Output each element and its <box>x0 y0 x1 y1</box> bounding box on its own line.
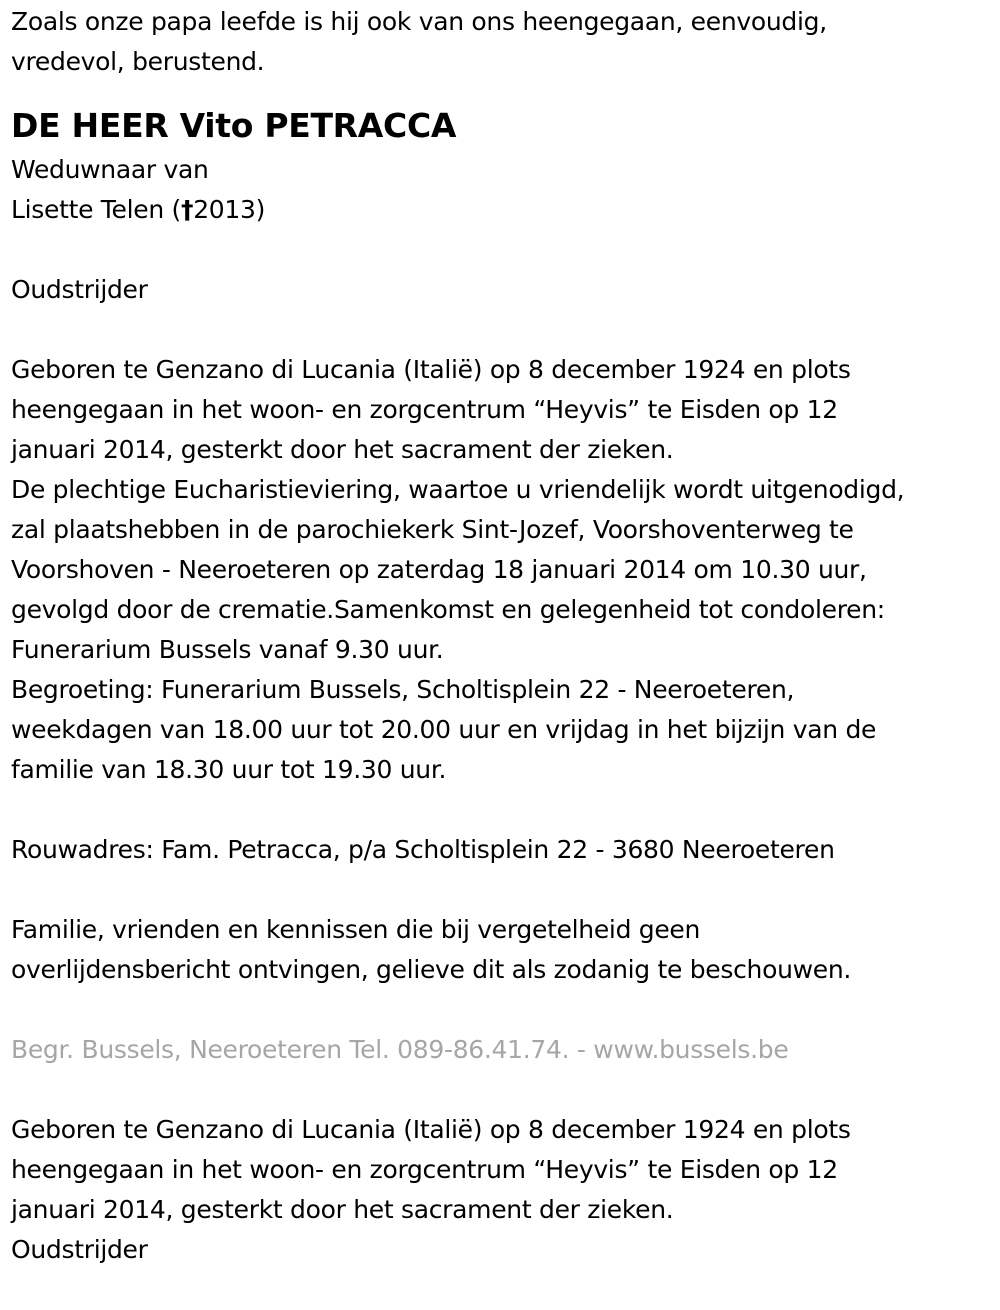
cross-icon: † <box>181 195 194 224</box>
main-text-line: januari 2014, gesterkt door het sacrament der zieken. <box>11 435 674 464</box>
spacer <box>11 790 996 830</box>
notice-line-1: Familie, vrienden en kennissen die bij vergetelheid geen <box>11 915 701 944</box>
deceased-title: Oudstrijder <box>11 275 148 304</box>
main-text-line: De plechtige Eucharistieviering, waartoe u vriendelijk wordt uitgenodigd, <box>11 475 905 504</box>
summary-line: januari 2014, gesterkt door het sacrament der zieken. <box>11 1195 674 1224</box>
widower-prefix: Lisette Telen ( <box>11 195 181 224</box>
main-text-line: weekdagen van 18.00 uur tot 20.00 uur en vrijdag in het bijzijn van de <box>11 715 877 744</box>
main-text-line: Begroeting: Funerarium Bussels, Scholtisplein 22 - Neeroeteren, <box>11 675 795 704</box>
main-text-line: Voorshoven - Neeroeteren op zaterdag 18 januari 2014 om 10.30 uur, <box>11 555 867 584</box>
mourning-address: Rouwadres: Fam. Petracca, p/a Scholtisplein 22 - 3680 Neeroeteren <box>11 835 835 864</box>
spacer <box>11 990 996 1030</box>
main-text-line: zal plaatshebben in de parochiekerk Sint-Jozef, Voorshoventerweg te <box>11 515 854 544</box>
main-text-line: Geboren te Genzano di Lucania (Italië) op 8 december 1924 en plots <box>11 355 851 384</box>
main-text-line: gevolgd door de crematie.Samenkomst en gelegenheid tot condoleren: <box>11 595 885 624</box>
notice-line-2: overlijdensbericht ontvingen, gelieve dit als zodanig te beschouwen. <box>11 955 852 984</box>
summary-line: Geboren te Genzano di Lucania (Italië) op 8 december 1924 en plots <box>11 1115 851 1144</box>
widower-suffix: 2013) <box>193 195 266 224</box>
spacer <box>11 230 996 270</box>
widower-line-2 <box>11 190 996 230</box>
deceased-name: DE HEER Vito PETRACCA <box>11 106 457 145</box>
funeral-home-credit: Begr. Bussels, Neeroeteren Tel. 089-86.41.74. - www.bussels.be <box>11 1035 789 1064</box>
widower-line-1: Weduwnaar van <box>11 155 209 184</box>
main-text-line: familie van 18.30 uur tot 19.30 uur. <box>11 755 447 784</box>
obituary-document <box>11 2 996 1270</box>
summary-line: Oudstrijder <box>11 1235 148 1264</box>
main-text-line: Funerarium Bussels vanaf 9.30 uur. <box>11 635 444 664</box>
spacer <box>11 870 996 910</box>
spacer <box>11 310 996 350</box>
intro-line-2: vredevol, berustend. <box>11 47 265 76</box>
main-text-line: heengegaan in het woon- en zorgcentrum “Heyvis” te Eisden op 12 <box>11 395 838 424</box>
intro-line-1: Zoals onze papa leefde is hij ook van ons heengegaan, eenvoudig, <box>11 7 827 36</box>
summary-line: heengegaan in het woon- en zorgcentrum “Heyvis” te Eisden op 12 <box>11 1155 838 1184</box>
spacer <box>11 1070 996 1110</box>
